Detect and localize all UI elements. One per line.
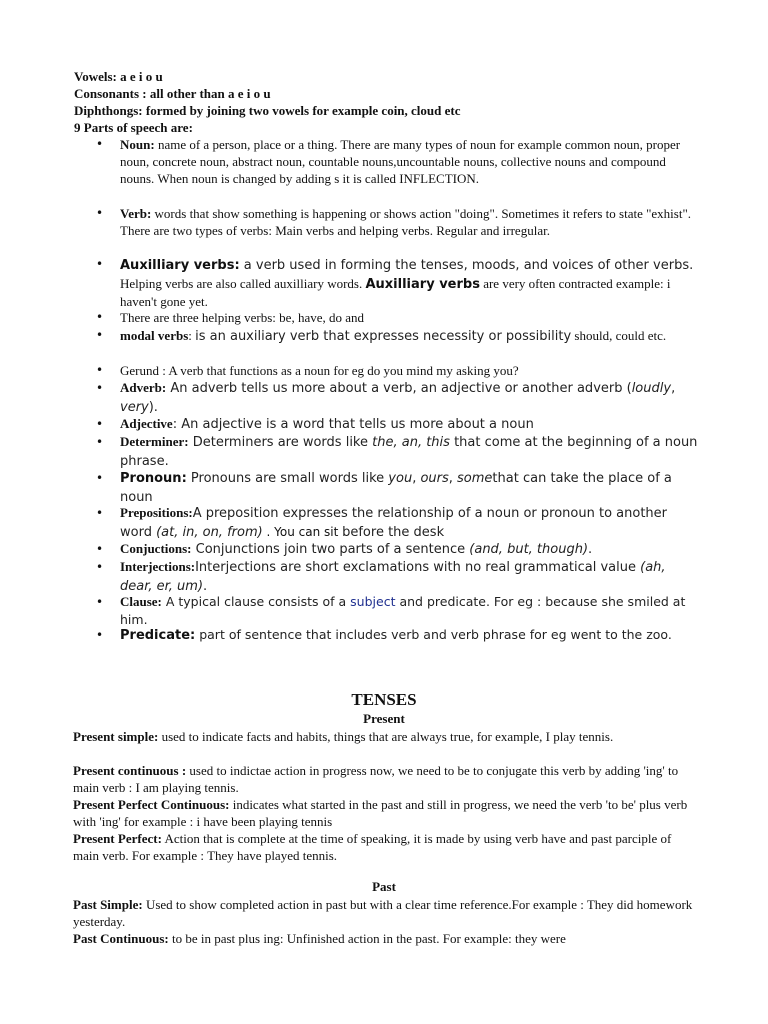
term-clause: Clause:	[120, 594, 162, 609]
text-determiner: Determiners are words like	[188, 435, 373, 450]
list-item-verb	[120, 205, 700, 239]
term-verb: Verb:	[120, 206, 152, 221]
bullet: •	[96, 628, 104, 642]
term-adverb: Adverb:	[120, 380, 167, 395]
bullet: •	[96, 257, 104, 271]
bullet: •	[96, 542, 104, 556]
present-perfect-continuous	[73, 796, 693, 830]
term-adjective: Adjective	[120, 416, 173, 431]
text-pronoun-sep: ,	[412, 471, 421, 486]
term-present-perfect: Present Perfect:	[73, 831, 162, 846]
example-loudly: loudly	[631, 381, 672, 396]
term-present-perfect-continuous: Present Perfect Continuous:	[73, 797, 230, 812]
term-modal: modal verbs	[120, 328, 189, 343]
text-verb: words that show something is happening or shows action "doing". Sometimes it refers to state "exhist". There are two types of verbs: Main verbs and helping verbs. Regular and irregular.	[120, 206, 692, 238]
bullet: •	[96, 328, 104, 342]
list-item-gerund: Gerund : A verb that functions as a noun for eg do you mind my asking you?	[120, 363, 519, 378]
text-clause: A typical clause consists of a	[161, 594, 351, 609]
text-present-simple: used to indicate facts and habits, things that are always true, for example, I play tennis.	[158, 729, 614, 744]
present-simple	[73, 728, 693, 745]
text-pronoun: Pronouns are small words like	[186, 471, 389, 486]
text-auxilliary-3: are very often contracted example: i haven't gone yet.	[120, 275, 671, 309]
list-item-helping-verbs: There are three helping verbs: be, have, do and	[120, 310, 365, 325]
list-item-adverb	[120, 379, 700, 417]
text-noun: name of a person, place or a thing. There are many types of noun for example common noun, proper noun, concrete noun, abstract noun, countable nouns,uncountable nouns, collective nouns and compound nouns. When noun is changed by adding s it is called INFLECTION.	[120, 137, 681, 186]
term-past-simple: Past Simple:	[73, 897, 143, 912]
list-item-predicate	[120, 626, 700, 645]
link-subject[interactable]: subject	[350, 594, 396, 609]
text-adverb-end: ).	[148, 400, 158, 415]
list-item-auxilliary	[120, 256, 700, 311]
term-conjunctions: Conjuctions:	[120, 541, 192, 556]
term-prepositions: Prepositions:	[120, 505, 193, 520]
list-item-adjective	[120, 415, 700, 433]
parts-of-speech-intro: 9 Parts of speech are:	[74, 120, 193, 135]
consonants-line: Consonants : all other than a e i o u	[74, 86, 271, 101]
example-very: very	[120, 400, 149, 415]
text-prepositions-3: before the desk	[342, 525, 445, 540]
term-predicate: Predicate:	[120, 628, 196, 643]
text-modal-2: should, could etc.	[571, 328, 667, 343]
present-continuous	[73, 762, 693, 796]
vowels-line: Vowels: a e i o u	[74, 69, 163, 84]
text-adjective: : An adjective is a word that tells us more about a noun	[172, 417, 534, 432]
bullet: •	[96, 435, 104, 449]
text-pronoun-2: that can take the place of a noun	[120, 471, 672, 505]
text-pronoun-sep2: ,	[448, 471, 458, 486]
text-modal: :	[188, 328, 196, 343]
example-prepositions: (at, in, on, from)	[156, 525, 263, 540]
list-item-modal	[120, 327, 700, 345]
list-item-interjections	[120, 558, 700, 596]
term-determiner: Determiner:	[120, 434, 189, 449]
text-auxilliary-sans: a verb used in forming the tenses, moods, and voices of other verbs.	[239, 258, 694, 273]
text-present-perfect-continuous: indicates what started in the past and still in progress, we need the verb 'to be' plus verb with 'ing' for example : i have been playing tennis	[73, 797, 688, 829]
past-heading: Past	[372, 879, 396, 894]
example-determiners: the, an, this	[372, 435, 450, 450]
text-interjections-end: .	[203, 579, 208, 594]
text-auxilliary-2: Helping verbs are also called auxilliary words.	[120, 275, 366, 291]
bullet: •	[96, 137, 104, 151]
bullet: •	[96, 310, 104, 324]
example-interjections: (ah, dear, er, um)	[120, 560, 666, 594]
diphthongs-line: Diphthongs: formed by joining two vowels for example coin, cloud etc	[74, 103, 461, 118]
bullet: •	[96, 206, 104, 220]
text-predicate: part of sentence that includes verb and verb phrase for eg went to the zoo.	[195, 627, 672, 642]
bullet: •	[96, 595, 104, 609]
text-conjunctions-end: .	[588, 542, 593, 557]
list-item-noun	[120, 136, 700, 187]
term-pronoun: Pronoun:	[120, 471, 187, 486]
list-item-conjunctions	[120, 540, 700, 559]
list-item-clause	[120, 593, 700, 629]
bullet: •	[96, 417, 104, 431]
present-perfect	[73, 830, 693, 864]
term-auxilliary: Auxilliary verbs:	[120, 258, 240, 273]
text-determiner-2: that come at the beginning of a noun phrase.	[120, 435, 698, 469]
text-past-simple: Used to show completed action in past but with a clear time reference.For example : They did homework yesterday.	[73, 897, 693, 929]
text-adverb-sep: ,	[671, 381, 676, 396]
text-clause-2: and predicate. For eg : because she smiled at him.	[120, 594, 686, 627]
text-conjunctions: Conjunctions join two parts of a sentence	[191, 542, 470, 557]
list-item-pronoun	[120, 469, 700, 507]
list-item-determiner	[120, 433, 700, 471]
present-heading: Present	[363, 711, 405, 726]
example-ours: ours	[420, 471, 449, 486]
past-simple	[73, 896, 693, 930]
text-present-continuous: used to indictae action in progress now, we need to be to conjugate this verb by adding 'ing' to main verb : I am playing tennis.	[73, 763, 679, 795]
bullet: •	[96, 471, 104, 485]
text-past-continuous: to be in past plus ing: Unfinished action in the past. For example: they were	[168, 931, 566, 946]
term-auxilliary-2: Auxilliary verbs	[365, 276, 480, 292]
term-noun: Noun:	[120, 137, 155, 152]
example-some: some	[457, 471, 493, 486]
text-present-perfect: Action that is complete at the time of speaking, it is made by using verb have and past parciple of main verb. For example : They have played tennis.	[73, 831, 672, 863]
text-interjections: Interjections are short exclamations with no real grammatical value	[195, 560, 641, 575]
term-present-continuous: Present continuous :	[73, 763, 187, 778]
text-prepositions: A preposition expresses the relationship of a noun or pronoun to another word	[120, 506, 667, 540]
term-interjections: Interjections:	[120, 559, 196, 574]
bullet: •	[96, 560, 104, 574]
text-adverb: An adverb tells us more about a verb, an adjective or another adverb (	[166, 381, 632, 396]
list-item-prepositions	[120, 504, 700, 542]
bullet: •	[96, 363, 104, 377]
example-conjunctions: (and, but, though)	[469, 542, 589, 557]
term-past-continuous: Past Continuous:	[73, 931, 169, 946]
tenses-title: TENSES	[351, 690, 417, 709]
example-you: you	[388, 471, 413, 486]
term-present-simple: Present simple:	[73, 729, 159, 744]
text-prepositions-2: . You can sit	[262, 525, 343, 539]
bullet: •	[96, 381, 104, 395]
text-modal-sans: is an auxiliary verb that expresses necessity or possibility	[195, 329, 572, 344]
past-continuous	[73, 930, 693, 947]
bullet: •	[96, 506, 104, 520]
